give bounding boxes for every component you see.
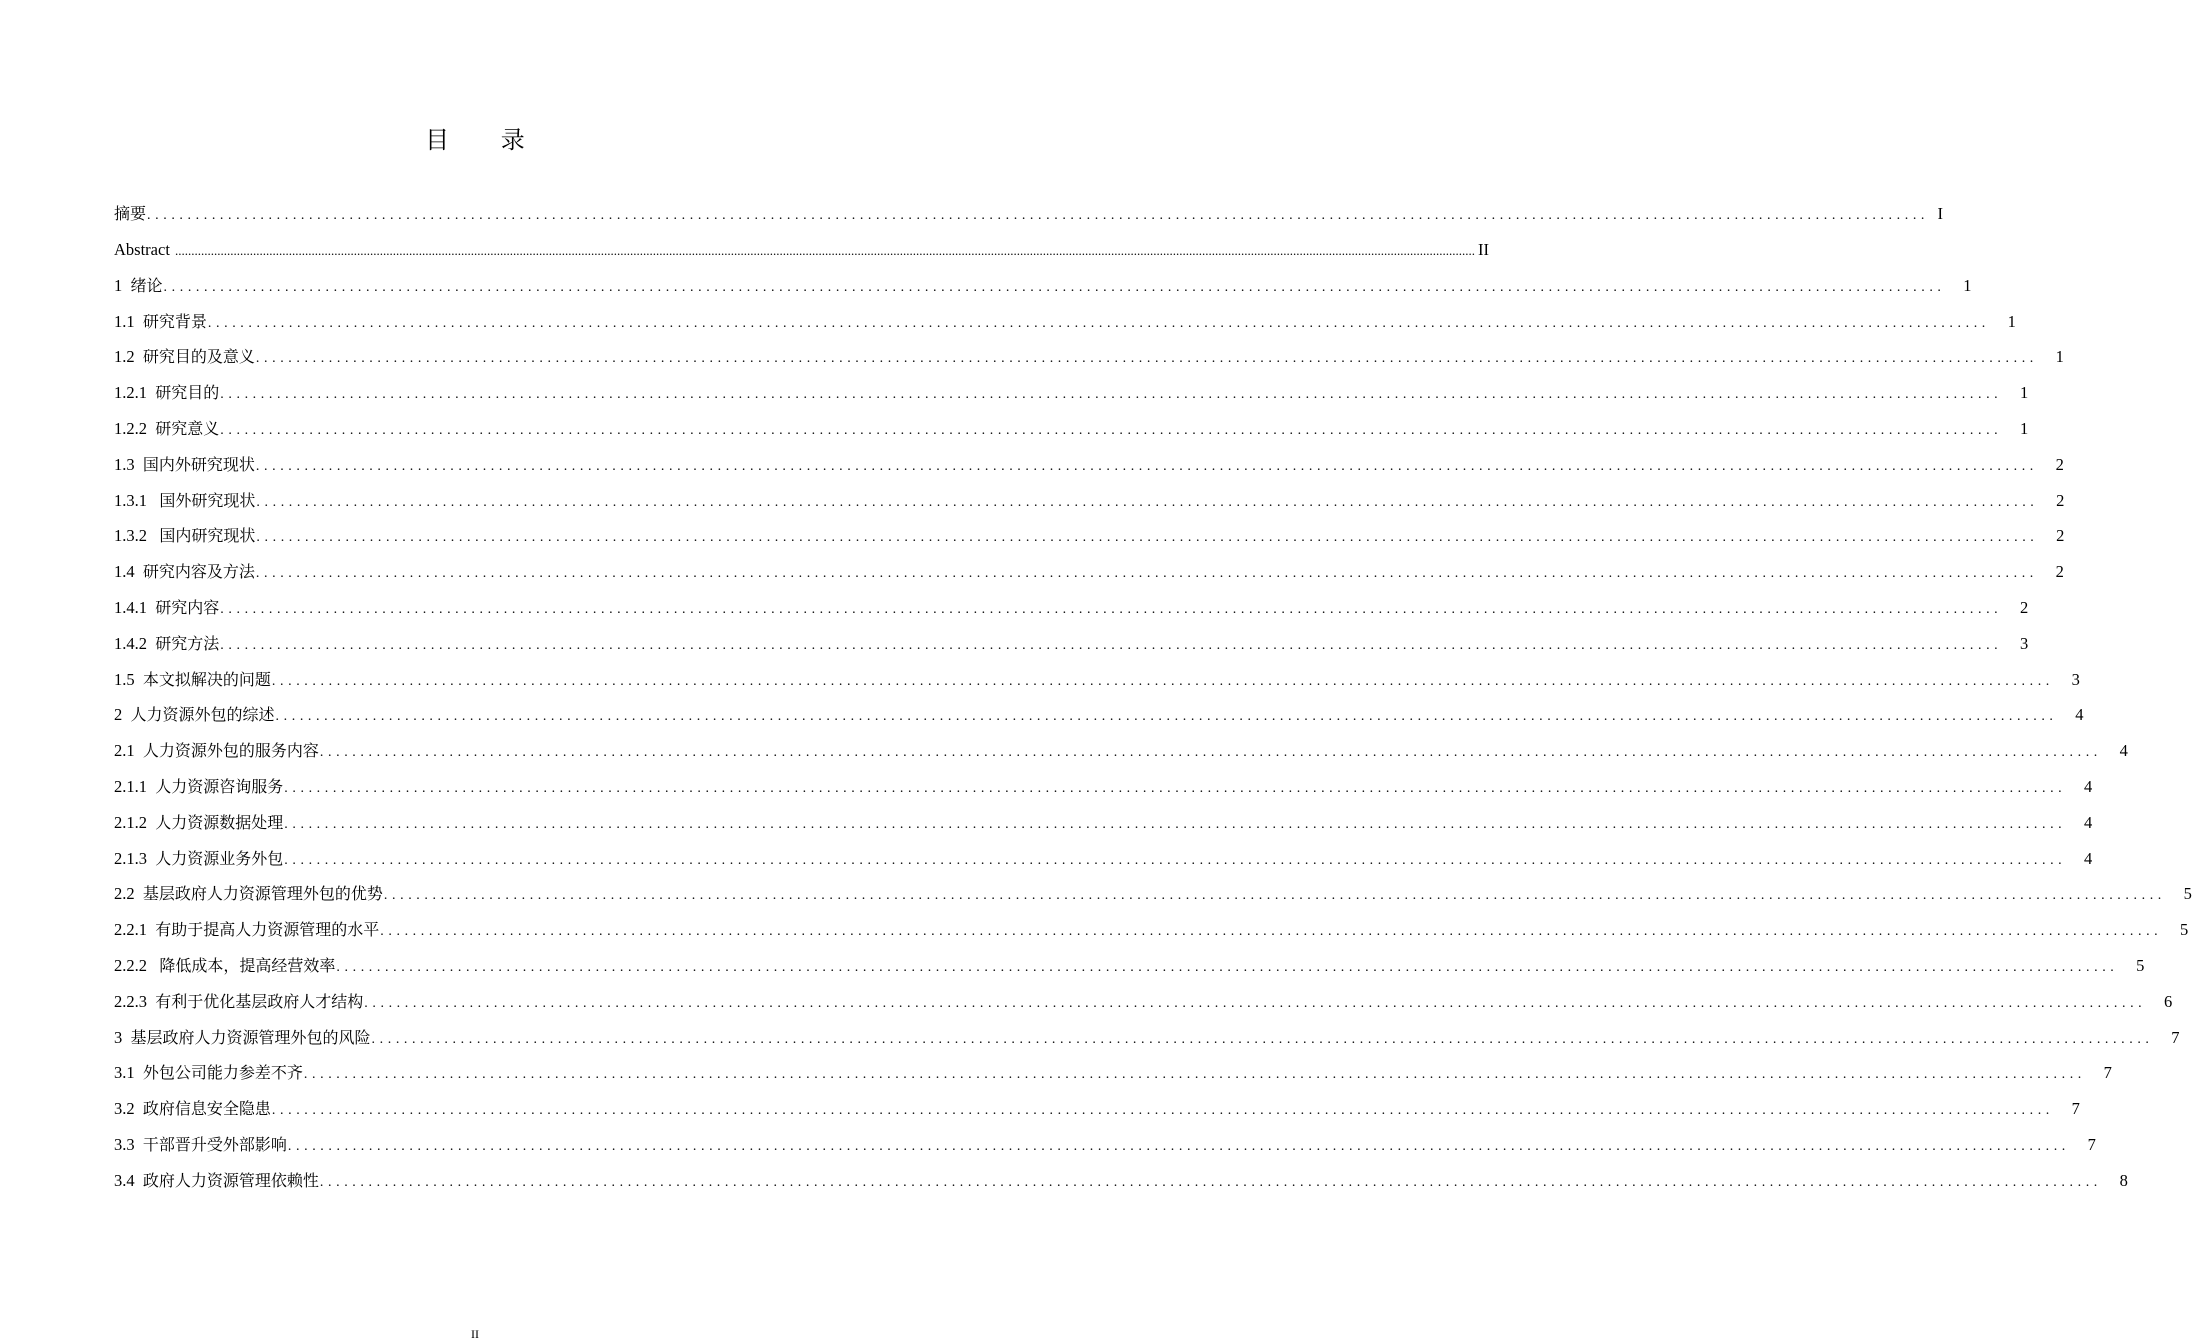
toc-leader-dots: ............................................................................................................................................................................................................................ — [255, 566, 2038, 582]
toc-entry-label — [114, 948, 335, 984]
toc-entry-page: 7 — [2103, 1063, 2112, 1083]
toc-entry-number: 1.4.1 — [114, 597, 156, 617]
toc-entry-title: 有助于提高人力资源管理的水平 — [155, 920, 380, 940]
toc-entry-title: 人力资源外包的服务内容 — [142, 741, 319, 761]
toc-entry-label — [114, 483, 255, 519]
toc-leader-dots: ............................................................................................................................................................................................................................ — [163, 279, 1946, 295]
toc-entry-label — [114, 232, 174, 268]
toc-entry-number: 3.1 — [114, 1063, 143, 1083]
toc-entry-label — [114, 626, 219, 662]
toc-entry-title: 人力资源数据处理 — [155, 812, 284, 832]
toc-leader-dots: ............................................................................................................................................................................................................................ — [319, 1174, 2102, 1190]
toc-entry-title: 研究目的 — [155, 383, 220, 403]
toc-leader-dots: ............................................................................................................................................................................................................................ — [364, 995, 2147, 1011]
toc-entry-number: 1.3.1 — [114, 490, 160, 510]
toc-entry-page: 7 — [2171, 1027, 2180, 1047]
toc-entry-page: 2 — [2020, 597, 2029, 617]
toc-entry-page: 4 — [2084, 848, 2093, 868]
toc-entry-number: 2.1 — [114, 741, 143, 761]
toc-entry-number: 1 — [114, 275, 131, 295]
toc-entry-number: 1.2.2 — [114, 418, 156, 438]
toc-entry-page: 5 — [2136, 955, 2145, 975]
toc-entry-page: 3 — [2071, 669, 2080, 689]
toc-entry-page: 7 — [2087, 1134, 2096, 1154]
toc-leader-dots: ............................................................................................................................................................................................................................ — [284, 816, 2067, 832]
toc-entry[interactable] — [114, 1127, 2096, 1163]
toc-entry-page: 1 — [2055, 347, 2064, 367]
toc-entry-page: 5 — [2183, 884, 2192, 904]
toc-entry-label — [114, 769, 283, 805]
toc-leader-dots: ............................................................................................................................................................................................................................ — [255, 351, 2038, 367]
toc-entry-page: 2 — [2056, 490, 2065, 510]
toc-entry[interactable] — [114, 841, 2093, 877]
toc-entry-number: 3.4 — [114, 1170, 143, 1190]
toc-entry-label — [114, 411, 219, 447]
toc-leader-dots: ............................................................................................................................................................................................................................ — [147, 208, 1930, 223]
toc-entry-label — [114, 1163, 319, 1199]
toc-entry-number: 1.5 — [114, 669, 143, 689]
toc-entry-label — [114, 304, 207, 340]
toc-entry[interactable] — [114, 590, 2029, 626]
toc-entry-page: 1 — [1963, 275, 1972, 295]
toc-entry-title: 研究意义 — [155, 418, 220, 438]
toc-leader-dots: ............................................................................................................................................................................................................................ — [383, 888, 2166, 904]
toc-entry-label — [114, 196, 146, 232]
toc-entry[interactable] — [114, 268, 1972, 304]
toc-entry-title: Abstract — [114, 240, 175, 259]
toc-entry[interactable] — [114, 1020, 2180, 1056]
toc-entry-label — [114, 1091, 271, 1127]
toc-entry[interactable] — [114, 912, 2189, 948]
toc-entry-number: 2 — [114, 705, 131, 725]
toc-entry-title: 研究目的及意义 — [142, 347, 255, 367]
toc-entry-number: 2.1.3 — [114, 848, 156, 868]
toc-entry-title: 降低成本，提高经营效率 — [159, 955, 336, 975]
toc-entry-title: 研究内容及方法 — [142, 562, 255, 582]
toc-entry-number: 1.2.1 — [114, 383, 156, 403]
toc-entry-title: 研究方法 — [155, 633, 220, 653]
toc-leader-dots: ............................................................................................................................................................................................................................ — [256, 494, 2039, 510]
toc-leader-dots: ............................................................................................................................................................................................................................ — [284, 780, 2067, 796]
toc-entry-title: 国内研究现状 — [159, 526, 256, 546]
toc-entry[interactable] — [114, 339, 2064, 375]
toc-entry[interactable] — [114, 697, 2084, 733]
footer-page-number: II — [471, 1327, 479, 1341]
toc-entry-label — [114, 984, 363, 1020]
toc-leader-dots: ............................................................................................................................................................................................................................ — [319, 745, 2102, 761]
toc-entry[interactable] — [114, 304, 2016, 340]
toc-entry[interactable] — [114, 662, 2080, 698]
toc-entry-page: 1 — [2020, 383, 2029, 403]
toc-leader-dots: ............................................................................................................................................................................................................................ — [220, 387, 2003, 403]
toc-entry-number: 1.4 — [114, 562, 143, 582]
toc-leader-dots: ............................................................................................................................................................................................................................ — [220, 601, 2003, 617]
toc-leader-dots: ............................................................................................................................................................................................................................ — [336, 959, 2119, 975]
toc-entry-page: 7 — [2071, 1099, 2080, 1119]
toc-leader-dots: ............................................................................................................................................................................................................................ — [371, 1031, 2154, 1047]
toc-entry-title: 政府人力资源管理依赖性 — [142, 1170, 319, 1190]
toc-entry[interactable] — [114, 876, 2192, 912]
toc-leader-dots: ............................................................................................................................................................................................................................ — [275, 709, 2058, 725]
toc-entry[interactable] — [114, 1091, 2080, 1127]
toc-entry-page: II — [1478, 240, 1490, 259]
toc-entry[interactable] — [114, 733, 2128, 769]
toc-entry-title: 人力资源咨询服务 — [155, 776, 284, 796]
toc-entry-number: 2.2 — [114, 884, 143, 904]
toc-entry-label — [114, 554, 255, 590]
toc-entry-title: 外包公司能力参差不齐 — [142, 1063, 303, 1083]
toc-entry-label — [114, 841, 283, 877]
toc-entry-label — [114, 1127, 287, 1163]
toc-entry-number: 3 — [114, 1027, 131, 1047]
toc-entry[interactable] — [114, 375, 2029, 411]
toc-entry-title: 研究背景 — [142, 311, 207, 331]
toc-entry[interactable] — [114, 483, 2065, 519]
toc-entry-page: I — [1937, 204, 1944, 223]
toc-entry-title: 本文拟解决的问题 — [142, 669, 271, 689]
toc-leader-dots: ............................................................................................................................................................................................................................ — [220, 637, 2003, 653]
toc-entry-page: 1 — [2007, 311, 2016, 331]
toc-entry-page: 4 — [2084, 812, 2093, 832]
toc-entry-title: 国外研究现状 — [159, 490, 256, 510]
toc-entry[interactable] — [114, 984, 2173, 1020]
toc-entry-title: 人力资源外包的综述 — [130, 705, 275, 725]
toc-entry-title: 国内外研究现状 — [142, 454, 255, 474]
toc-entry[interactable] — [114, 1055, 2112, 1091]
toc-entry-title: 绪论 — [130, 275, 163, 295]
toc-entry-label — [114, 1055, 303, 1091]
toc-entry-number: 2.2.1 — [114, 920, 156, 940]
toc-leader-dots: ............................................................................................................................................................................................................................ — [207, 315, 1990, 331]
toc-entry[interactable] — [114, 447, 2064, 483]
toc-leader-dots: ............................................................................................................................................................................................................................ — [256, 530, 2039, 546]
toc-entry[interactable] — [114, 626, 2029, 662]
toc-entry-title: 有利于优化基层政府人才结构 — [155, 991, 364, 1011]
toc-entry-label — [114, 268, 163, 304]
toc-entry-title: 基层政府人力资源管理外包的风险 — [130, 1027, 371, 1047]
toc-entry-number: 1.4.2 — [114, 633, 156, 653]
toc-entry-label — [114, 876, 383, 912]
toc-entry-number: 1.3 — [114, 454, 143, 474]
toc-entry-page: 4 — [2075, 705, 2084, 725]
toc-entry-number: 2.2.3 — [114, 991, 156, 1011]
toc-entry-label — [114, 662, 271, 698]
toc-entry-page: 2 — [2055, 454, 2064, 474]
toc-entry-label — [114, 590, 219, 626]
toc-entry[interactable] — [114, 518, 2065, 554]
toc-entry-title: 人力资源业务外包 — [155, 848, 284, 868]
toc-leader-dots: ............................................................................................................................................................................................................................ — [220, 422, 2003, 438]
toc-entry-label — [114, 697, 275, 733]
toc-entry-number: 1.3.2 — [114, 526, 160, 546]
toc-leader-dots: ............................................................................................................................................................................................................................ — [287, 1138, 2070, 1154]
toc-entry-label — [114, 1020, 371, 1056]
table-of-contents — [114, 196, 2192, 1199]
page-title: 目 录 — [425, 126, 547, 154]
toc-entry-number: 3.3 — [114, 1134, 143, 1154]
toc-entry-number: 2.2.2 — [114, 955, 160, 975]
toc-entry[interactable] — [114, 411, 2029, 447]
toc-entry-page: 8 — [2119, 1170, 2128, 1190]
toc-entry[interactable] — [114, 769, 2093, 805]
toc-entry-label — [114, 912, 379, 948]
toc-entry-title: 研究内容 — [155, 597, 220, 617]
toc-entry-label — [114, 518, 255, 554]
toc-entry-page: 6 — [2164, 991, 2173, 1011]
toc-leader-dots: ............................................................................................................................................................................................................................ — [271, 1103, 2054, 1119]
toc-entry-title: 基层政府人力资源管理外包的优势 — [142, 884, 383, 904]
toc-leader-dots: ............................................................................................................................................................................................................................ — [255, 458, 2038, 474]
toc-entry-page: 3 — [2020, 633, 2029, 653]
toc-entry[interactable] — [114, 1163, 2128, 1199]
toc-entry-title: 干部晋升受外部影响 — [142, 1134, 287, 1154]
toc-entry-page: 5 — [2180, 920, 2189, 940]
toc-leader-dots: ............................................................................................................................................................................................................................ — [380, 924, 2163, 940]
toc-entry[interactable] — [114, 554, 2064, 590]
toc-entry-page: 2 — [2056, 526, 2065, 546]
toc-entry[interactable] — [114, 805, 2093, 841]
toc-entry-page: 4 — [2084, 776, 2093, 796]
toc-entry[interactable] — [114, 196, 1944, 232]
toc-entry-number: 1.2 — [114, 347, 143, 367]
toc-entry-label — [114, 375, 219, 411]
toc-entry[interactable] — [114, 948, 2145, 984]
toc-entry-title: 摘要 — [114, 204, 147, 223]
toc-entry-number: 2.1.1 — [114, 776, 156, 796]
toc-leader-dots: ................................................................................................................................................................................................................................................................................................................................................................................................................ — [175, 243, 1476, 258]
toc-leader-dots: ............................................................................................................................................................................................................................ — [271, 673, 2054, 689]
toc-leader-dots: ............................................................................................................................................................................................................................ — [284, 852, 2067, 868]
toc-entry-page: 4 — [2119, 741, 2128, 761]
toc-entry-number: 3.2 — [114, 1099, 143, 1119]
toc-entry-page: 2 — [2055, 562, 2064, 582]
toc-entry-label — [114, 339, 255, 375]
toc-entry-number: 1.1 — [114, 311, 143, 331]
toc-entry[interactable] — [114, 232, 1490, 268]
toc-entry-page: 1 — [2020, 418, 2029, 438]
toc-entry-label — [114, 447, 255, 483]
toc-leader-dots: ............................................................................................................................................................................................................................ — [303, 1067, 2086, 1083]
toc-entry-title: 政府信息安全隐患 — [142, 1099, 271, 1119]
toc-entry-label — [114, 733, 319, 769]
toc-entry-number: 2.1.2 — [114, 812, 156, 832]
toc-entry-label — [114, 805, 283, 841]
